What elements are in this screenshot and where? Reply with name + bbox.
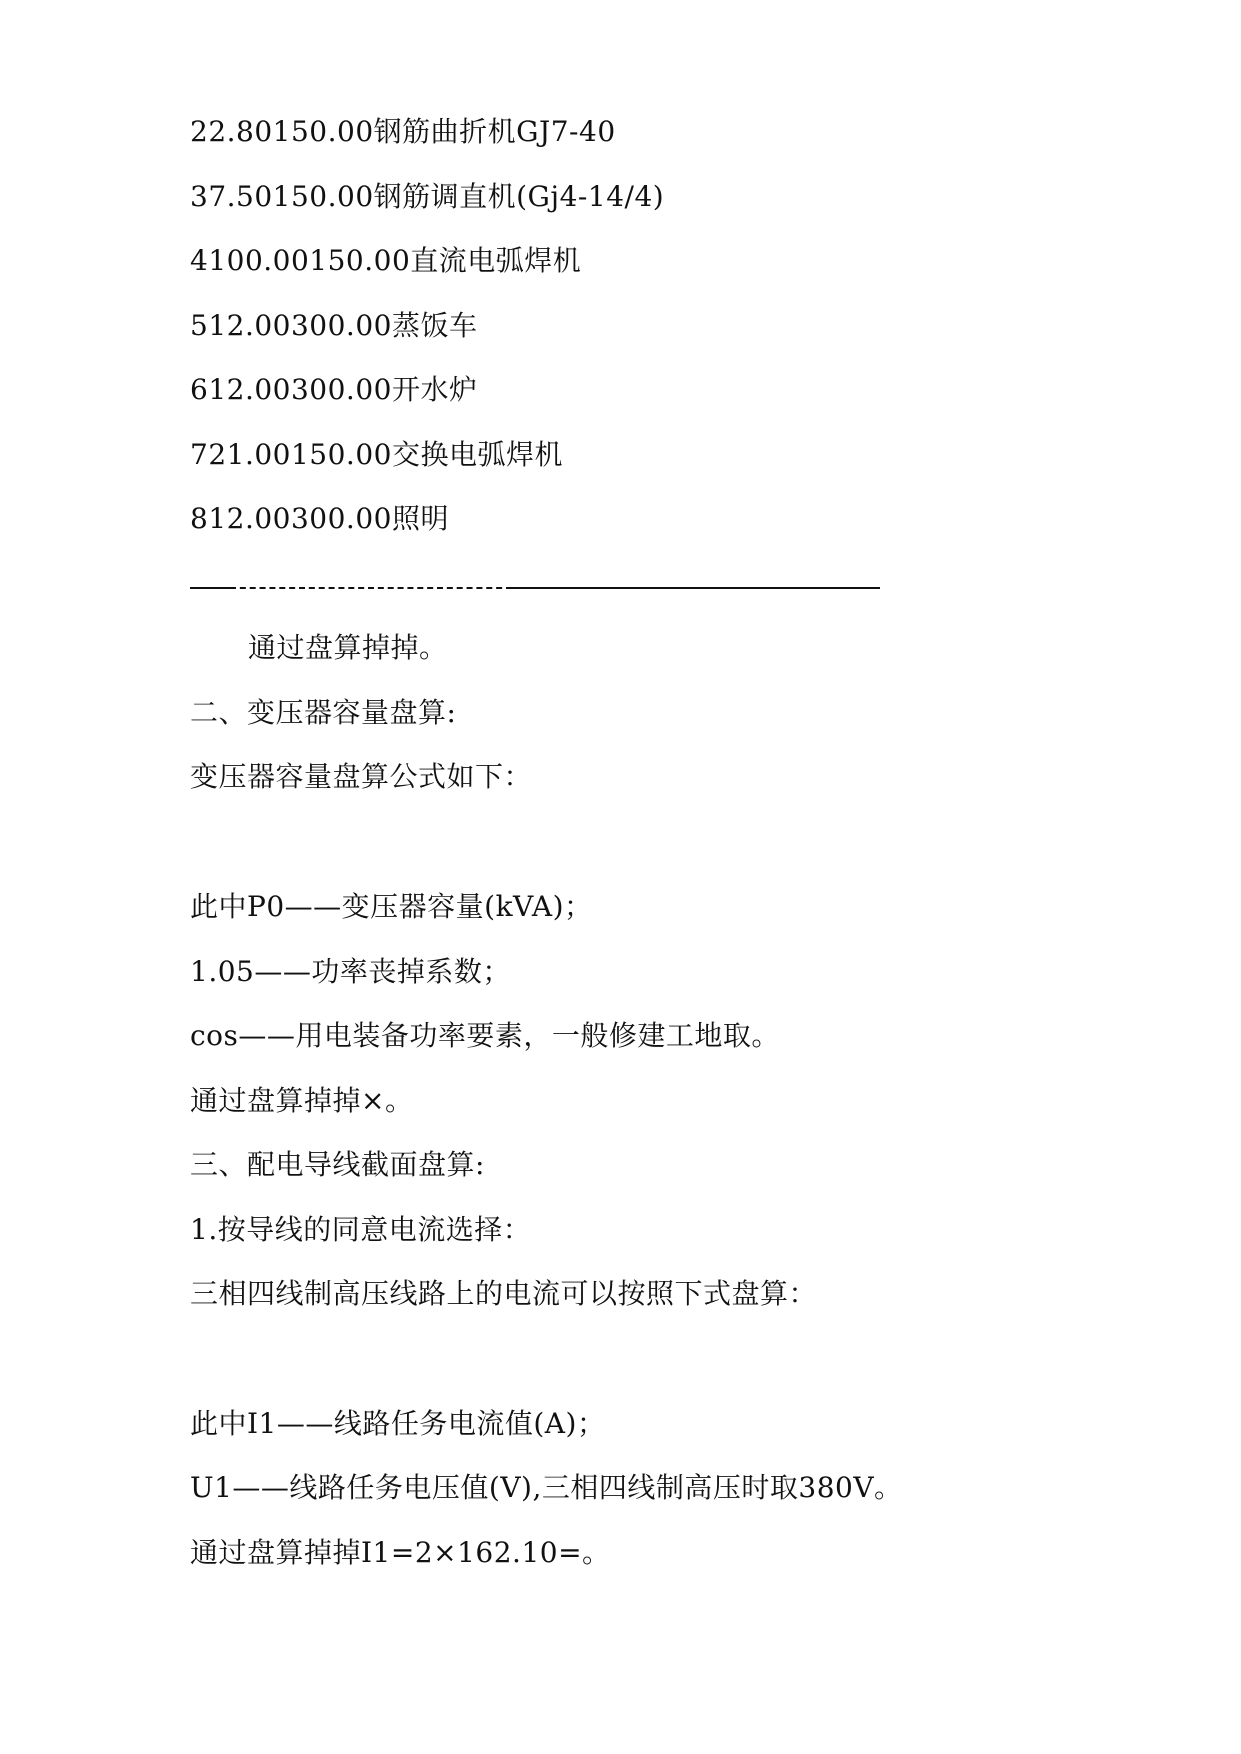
section-2-result: 通过盘算掉掉×。 xyxy=(190,1084,414,1117)
section-3-formula-intro: 三相四线制高压线路上的电流可以按照下式盘算： xyxy=(190,1277,818,1310)
equipment-line-5: 512.00300.00蒸饭车 xyxy=(190,309,478,342)
section-2-def-loss-factor: 1.05——功率丧掉系数； xyxy=(190,955,511,988)
equipment-line-6: 612.00300.00开水炉 xyxy=(190,373,478,406)
equipment-line-3: 37.50150.00钢筋调直机(Gj4-14/4) xyxy=(190,180,665,213)
section-3-heading: 三、配电导线截面盘算: xyxy=(190,1148,485,1181)
section-2-formula-intro: 变压器容量盘算公式如下： xyxy=(190,760,533,793)
section-3-item-1: 1.按导线的同意电流选择： xyxy=(190,1213,532,1246)
rule-dashed-middle xyxy=(230,587,512,589)
equipment-line-8: 812.00300.00照明 xyxy=(190,502,449,535)
equipment-line-2: 22.80150.00钢筋曲折机GJ7-40 xyxy=(190,115,616,148)
section-3-result: 通过盘算掉掉I1=2×162.10=。 xyxy=(190,1536,611,1569)
section-2-def-cos: cos——用电装备功率要素，一般修建工地取。 xyxy=(190,1019,780,1052)
section-3-def-i1: 此中I1——线路任务电流值(A)； xyxy=(190,1407,606,1440)
equipment-line-7: 721.00150.00交换电弧焊机 xyxy=(190,438,563,471)
section-2-heading: 二、变压器容量盘算: xyxy=(190,696,457,729)
rule-solid-right xyxy=(512,587,880,589)
equipment-line-4: 4100.00150.00直流电弧焊机 xyxy=(190,244,582,277)
section-3-def-u1: U1——线路任务电压值(V),三相四线制高压时取380V。 xyxy=(190,1471,903,1504)
section-2-def-p0: 此中P0——变压器容量(kVA)； xyxy=(190,890,593,923)
load-calc-result: 通过盘算掉掉。 xyxy=(248,631,448,664)
rule-solid-left xyxy=(190,587,230,589)
table-end-rule xyxy=(190,578,880,598)
